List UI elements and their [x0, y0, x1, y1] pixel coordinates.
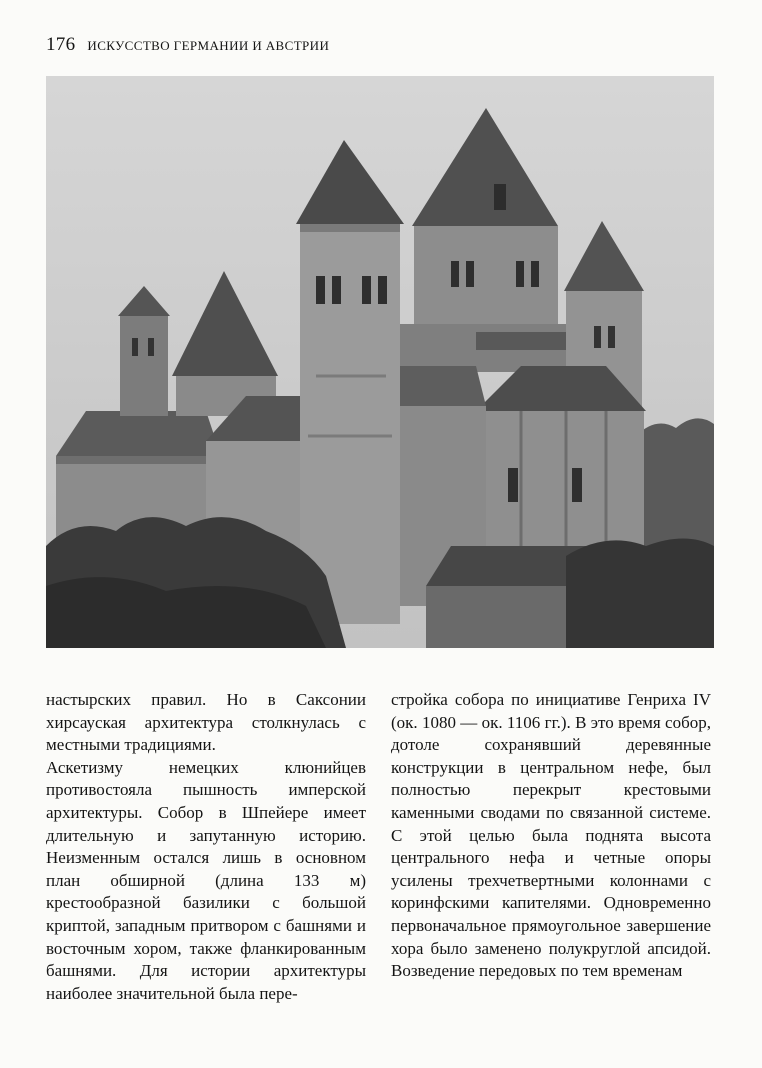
running-header — [46, 34, 329, 56]
church-illustration — [46, 76, 714, 648]
paragraph: Аскетизму немецких клюнийцев противостояла пышность имперской архитектуры. Собор в Шпейере имеет длительную и запутанную историю. Неизменным остался лишь в основном план обширной (длина 133 м) крестообразной базилики с большой криптой, западным притвором с башнями и восточным хором, также фланкированным башнями. Для истории архитектуры наиболее значительной была пере- — [46, 757, 366, 1003]
text-column-left — [46, 689, 366, 1005]
page-number: 176 — [46, 34, 76, 55]
running-title: ИСКУССТВО ГЕРМАНИИ И АВСТРИИ — [87, 38, 330, 53]
paragraph: настырских правил. Но в Саксонии хирсауская архитектура столкнулась с местными традициями. — [46, 690, 366, 755]
paragraph: стройка собора по инициативе Генриха IV (ок. 1080 — ок. 1106 гг.). В это время собор, дотоле сохранявший деревянные конструкции в центральном нефе, был полностью перекрыт крестовыми каменными сводами по связанной системе. С этой целью была поднята высота центрального нефа и четные опоры усилены трехчетвертными колоннами с коринфскими капителями. Одновременно первоначальное прямоугольное завершение хора было заменено полукруглой апсидой. Возведение передовых по тем временам — [391, 690, 711, 981]
abbey-photograph — [46, 76, 714, 648]
text-column-right — [391, 689, 711, 983]
